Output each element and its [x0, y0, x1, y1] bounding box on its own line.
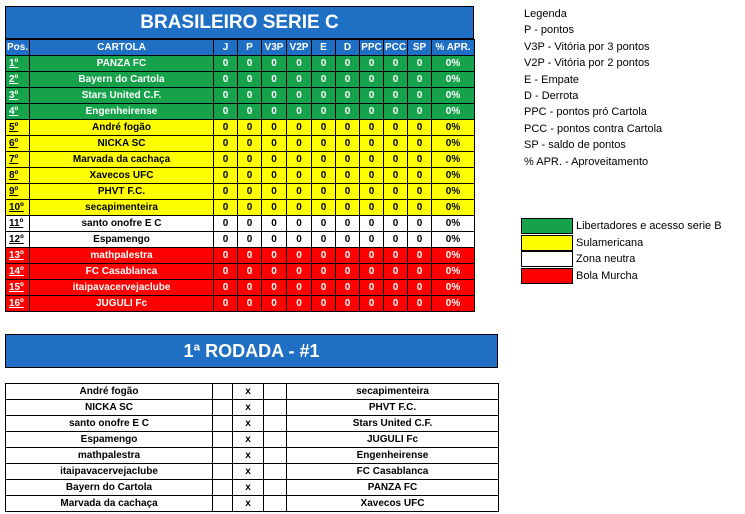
stat-cell: 0	[312, 248, 336, 264]
stat-cell: 0	[384, 216, 408, 232]
home-team-cell: santo onofre E C	[6, 416, 213, 432]
position-cell: 2º	[6, 72, 30, 88]
position-cell: 11º	[6, 216, 30, 232]
standings-table	[5, 39, 475, 312]
stat-cell: 0	[214, 280, 238, 296]
away-score-cell[interactable]	[264, 432, 287, 448]
stat-cell: 0	[238, 184, 262, 200]
stat-cell: 0	[214, 248, 238, 264]
versus-cell: x	[233, 400, 264, 416]
standings-row	[6, 248, 475, 264]
stat-cell: 0%	[432, 88, 475, 104]
standings-row	[6, 280, 475, 296]
match-row	[6, 400, 499, 416]
stat-cell: 0	[336, 88, 360, 104]
stat-cell: 0%	[432, 248, 475, 264]
versus-cell: x	[233, 480, 264, 496]
stat-cell: 0	[287, 104, 312, 120]
match-row	[6, 480, 499, 496]
stat-cell: 0	[408, 88, 432, 104]
stat-cell: 0	[360, 120, 384, 136]
stat-cell: 0%	[432, 136, 475, 152]
team-cell: NICKA SC	[30, 136, 214, 152]
home-team-cell: itaipavacervejaclube	[6, 464, 213, 480]
home-team-cell: Bayern do Cartola	[6, 480, 213, 496]
stat-cell: 0	[336, 264, 360, 280]
home-score-cell[interactable]	[213, 464, 233, 480]
stat-cell: 0	[408, 296, 432, 312]
stat-cell: 0	[408, 72, 432, 88]
stat-cell: 0	[360, 152, 384, 168]
standings-title: BRASILEIRO SERIE C	[5, 6, 474, 39]
position-cell: 9º	[6, 184, 30, 200]
stat-cell: 0	[408, 216, 432, 232]
away-team-cell: Engenheirense	[287, 448, 499, 464]
legend-item: E - Empate	[524, 73, 580, 86]
stat-cell: 0	[384, 104, 408, 120]
stat-cell: 0	[384, 136, 408, 152]
stat-cell: 0	[336, 72, 360, 88]
stat-cell: 0	[238, 56, 262, 72]
stat-cell: 0	[384, 72, 408, 88]
stat-cell: 0	[287, 120, 312, 136]
zone-label: Bola Murcha	[576, 269, 638, 282]
stat-cell: 0	[408, 280, 432, 296]
header-cell: D	[336, 40, 360, 56]
team-cell: FC Casablanca	[30, 264, 214, 280]
team-cell: PANZA FC	[30, 56, 214, 72]
stat-cell: 0	[312, 72, 336, 88]
stat-cell: 0	[336, 104, 360, 120]
stat-cell: 0	[214, 120, 238, 136]
stat-cell: 0	[360, 104, 384, 120]
stat-cell: 0	[384, 264, 408, 280]
header-cell: SP	[408, 40, 432, 56]
versus-cell: x	[233, 448, 264, 464]
stat-cell: 0	[214, 152, 238, 168]
team-cell: PHVT F.C.	[30, 184, 214, 200]
away-score-cell[interactable]	[264, 480, 287, 496]
stat-cell: 0	[384, 280, 408, 296]
position-cell: 1º	[6, 56, 30, 72]
away-team-cell: secapimenteira	[287, 384, 499, 400]
stat-cell: 0	[336, 280, 360, 296]
home-score-cell[interactable]	[213, 432, 233, 448]
stat-cell: 0	[384, 248, 408, 264]
stat-cell: 0	[312, 120, 336, 136]
versus-cell: x	[233, 496, 264, 512]
stat-cell: 0	[312, 88, 336, 104]
away-score-cell[interactable]	[264, 448, 287, 464]
legend	[524, 6, 662, 170]
stat-cell: 0	[214, 104, 238, 120]
stat-cell: 0	[238, 232, 262, 248]
standings-row	[6, 152, 475, 168]
match-row	[6, 384, 499, 400]
stat-cell: 0%	[432, 152, 475, 168]
match-row	[6, 448, 499, 464]
stat-cell: 0	[262, 88, 287, 104]
stat-cell: 0	[238, 280, 262, 296]
stat-cell: 0	[262, 56, 287, 72]
stat-cell: 0	[287, 168, 312, 184]
away-score-cell[interactable]	[264, 384, 287, 400]
standings-row	[6, 120, 475, 136]
stat-cell: 0	[312, 216, 336, 232]
stat-cell: 0	[214, 264, 238, 280]
zone-label: Zona neutra	[576, 253, 636, 265]
zone-legend	[521, 218, 722, 284]
home-score-cell[interactable]	[213, 496, 233, 512]
stat-cell: 0	[360, 136, 384, 152]
zone-row	[521, 251, 722, 267]
stat-cell: 0	[214, 184, 238, 200]
stat-cell: 0%	[432, 56, 475, 72]
stat-cell: 0	[408, 264, 432, 280]
standings-row	[6, 296, 475, 312]
away-team-cell: FC Casablanca	[287, 464, 499, 480]
stat-cell: 0	[336, 200, 360, 216]
match-row	[6, 464, 499, 480]
header-cell: % APR.	[432, 40, 475, 56]
stat-cell: 0	[384, 200, 408, 216]
stat-cell: 0	[408, 120, 432, 136]
team-cell: JUGULI Fc	[30, 296, 214, 312]
stat-cell: 0	[262, 280, 287, 296]
stat-cell: 0	[214, 216, 238, 232]
stat-cell: 0	[287, 136, 312, 152]
stat-cell: 0	[287, 296, 312, 312]
stat-cell: 0	[384, 120, 408, 136]
versus-cell: x	[233, 432, 264, 448]
stat-cell: 0	[336, 136, 360, 152]
stat-cell: 0	[214, 232, 238, 248]
stat-cell: 0	[312, 280, 336, 296]
stat-cell: 0	[360, 72, 384, 88]
header-cell: PPC	[360, 40, 384, 56]
team-cell: itaipavacervejaclube	[30, 280, 214, 296]
stat-cell: 0	[312, 232, 336, 248]
stat-cell: 0	[262, 248, 287, 264]
legend-item: P - pontos	[524, 24, 574, 37]
team-cell: Engenheirense	[30, 104, 214, 120]
away-team-cell: Xavecos UFC	[287, 496, 499, 512]
standings-row	[6, 136, 475, 152]
team-cell: André fogão	[30, 120, 214, 136]
zone-swatch	[521, 251, 573, 267]
away-team-cell: PANZA FC	[287, 480, 499, 496]
home-score-cell[interactable]	[213, 384, 233, 400]
home-score-cell[interactable]	[213, 400, 233, 416]
position-cell: 5º	[6, 120, 30, 136]
header-cell: V2P	[287, 40, 312, 56]
stat-cell: 0	[360, 248, 384, 264]
stat-cell: 0	[360, 200, 384, 216]
stat-cell: 0	[287, 248, 312, 264]
stat-cell: 0	[238, 136, 262, 152]
standings-row	[6, 232, 475, 248]
stat-cell: 0%	[432, 168, 475, 184]
away-team-cell: Stars United C.F.	[287, 416, 499, 432]
stat-cell: 0	[360, 184, 384, 200]
zone-swatch	[521, 235, 573, 251]
header-cell: P	[238, 40, 262, 56]
legend-item: D - Derrota	[524, 90, 579, 103]
matches-table	[5, 383, 499, 512]
stat-cell: 0	[384, 168, 408, 184]
standings-row	[6, 184, 475, 200]
round-title: 1ª RODADA - #1	[5, 334, 498, 368]
stat-cell: 0%	[432, 200, 475, 216]
stat-cell: 0	[214, 88, 238, 104]
stat-cell: 0	[262, 168, 287, 184]
position-cell: 10º	[6, 200, 30, 216]
legend-item: % APR. - Aproveitamento	[524, 155, 649, 168]
stat-cell: 0	[287, 232, 312, 248]
stat-cell: 0	[360, 296, 384, 312]
stat-cell: 0	[214, 136, 238, 152]
stat-cell: 0	[384, 296, 408, 312]
stat-cell: 0	[262, 72, 287, 88]
stat-cell: 0	[262, 152, 287, 168]
header-cell: PCC	[384, 40, 408, 56]
zone-row	[521, 235, 722, 251]
stat-cell: 0%	[432, 120, 475, 136]
stat-cell: 0%	[432, 296, 475, 312]
stat-cell: 0	[408, 104, 432, 120]
stat-cell: 0	[408, 168, 432, 184]
stat-cell: 0	[238, 72, 262, 88]
stat-cell: 0	[384, 56, 408, 72]
stat-cell: 0	[360, 56, 384, 72]
stat-cell: 0	[214, 296, 238, 312]
stat-cell: 0	[262, 120, 287, 136]
stat-cell: 0	[238, 168, 262, 184]
standings-row	[6, 264, 475, 280]
standings-row	[6, 216, 475, 232]
standings-row	[6, 72, 475, 88]
stat-cell: 0	[384, 184, 408, 200]
stat-cell: 0	[408, 184, 432, 200]
header-cell: J	[214, 40, 238, 56]
position-cell: 4º	[6, 104, 30, 120]
position-cell: 13º	[6, 248, 30, 264]
standings-row	[6, 104, 475, 120]
stat-cell: 0	[238, 264, 262, 280]
team-cell: Marvada da cachaça	[30, 152, 214, 168]
header-cell: V3P	[262, 40, 287, 56]
position-cell: 8º	[6, 168, 30, 184]
header-cell: E	[312, 40, 336, 56]
stat-cell: 0	[312, 136, 336, 152]
stat-cell: 0	[408, 152, 432, 168]
stat-cell: 0	[262, 200, 287, 216]
stat-cell: 0	[262, 216, 287, 232]
stat-cell: 0%	[432, 264, 475, 280]
stat-cell: 0	[214, 200, 238, 216]
stat-cell: 0	[336, 248, 360, 264]
team-cell: Bayern do Cartola	[30, 72, 214, 88]
stat-cell: 0	[287, 264, 312, 280]
position-cell: 15º	[6, 280, 30, 296]
away-score-cell[interactable]	[264, 416, 287, 432]
standings-row	[6, 56, 475, 72]
stat-cell: 0	[287, 200, 312, 216]
stat-cell: 0	[408, 56, 432, 72]
stat-cell: 0	[336, 232, 360, 248]
legend-item: SP - saldo de pontos	[524, 139, 626, 152]
stat-cell: 0	[262, 136, 287, 152]
stat-cell: 0	[287, 152, 312, 168]
header-cell: CARTOLA	[30, 40, 214, 56]
stat-cell: 0	[336, 168, 360, 184]
stat-cell: 0	[336, 184, 360, 200]
versus-cell: x	[233, 416, 264, 432]
home-team-cell: Espamengo	[6, 432, 213, 448]
stat-cell: 0	[408, 248, 432, 264]
stat-cell: 0	[238, 120, 262, 136]
stat-cell: 0	[408, 200, 432, 216]
stat-cell: 0	[360, 216, 384, 232]
stat-cell: 0	[360, 264, 384, 280]
zone-swatch	[521, 218, 573, 234]
stat-cell: 0	[238, 296, 262, 312]
stat-cell: 0%	[432, 184, 475, 200]
stat-cell: 0	[408, 136, 432, 152]
home-team-cell: mathpalestra	[6, 448, 213, 464]
home-score-cell[interactable]	[213, 448, 233, 464]
position-cell: 7º	[6, 152, 30, 168]
zone-row	[521, 268, 722, 284]
stat-cell: 0	[262, 264, 287, 280]
stat-cell: 0	[262, 232, 287, 248]
home-score-cell[interactable]	[213, 416, 233, 432]
stat-cell: 0	[312, 152, 336, 168]
position-cell: 14º	[6, 264, 30, 280]
stat-cell: 0	[360, 88, 384, 104]
stat-cell: 0	[408, 232, 432, 248]
zone-row	[521, 218, 722, 234]
match-row	[6, 432, 499, 448]
stat-cell: 0	[360, 280, 384, 296]
stat-cell: 0	[262, 104, 287, 120]
legend-title: Legenda	[524, 8, 567, 20]
team-cell: Espamengo	[30, 232, 214, 248]
stat-cell: 0	[312, 184, 336, 200]
header-cell: Pos.	[6, 40, 30, 56]
legend-item: V2P - Vitória por 2 pontos	[524, 57, 650, 70]
stat-cell: 0	[238, 88, 262, 104]
stat-cell: 0	[336, 216, 360, 232]
stat-cell: 0	[360, 168, 384, 184]
stat-cell: 0	[360, 232, 384, 248]
stat-cell: 0	[238, 104, 262, 120]
position-cell: 12º	[6, 232, 30, 248]
stat-cell: 0%	[432, 216, 475, 232]
standings-row	[6, 168, 475, 184]
stat-cell: 0%	[432, 280, 475, 296]
stat-cell: 0	[287, 88, 312, 104]
stat-cell: 0	[262, 184, 287, 200]
home-team-cell: André fogão	[6, 384, 213, 400]
stat-cell: 0	[312, 200, 336, 216]
team-cell: mathpalestra	[30, 248, 214, 264]
stat-cell: 0	[238, 200, 262, 216]
zone-label: Sulamericana	[576, 236, 644, 249]
position-cell: 6º	[6, 136, 30, 152]
stat-cell: 0	[336, 152, 360, 168]
home-team-cell: Marvada da cachaça	[6, 496, 213, 512]
stat-cell: 0	[287, 216, 312, 232]
team-cell: santo onofre E C	[30, 216, 214, 232]
legend-item: V3P - Vitória por 3 pontos	[524, 40, 650, 53]
standings-row	[6, 200, 475, 216]
away-score-cell[interactable]	[264, 496, 287, 512]
versus-cell: x	[233, 384, 264, 400]
team-cell: Stars United C.F.	[30, 88, 214, 104]
stat-cell: 0	[312, 296, 336, 312]
zone-swatch	[521, 268, 573, 284]
stat-cell: 0	[312, 168, 336, 184]
standings-header-row	[6, 40, 475, 56]
stat-cell: 0	[312, 56, 336, 72]
standings-row	[6, 88, 475, 104]
team-cell: Xavecos UFC	[30, 168, 214, 184]
stat-cell: 0%	[432, 72, 475, 88]
stat-cell: 0	[384, 232, 408, 248]
stat-cell: 0	[238, 216, 262, 232]
position-cell: 16º	[6, 296, 30, 312]
away-team-cell: JUGULI Fc	[287, 432, 499, 448]
stat-cell: 0%	[432, 232, 475, 248]
match-row	[6, 416, 499, 432]
stat-cell: 0	[336, 56, 360, 72]
stat-cell: 0	[287, 280, 312, 296]
away-score-cell[interactable]	[264, 464, 287, 480]
stat-cell: 0	[312, 104, 336, 120]
legend-item: PCC - pontos contra Cartola	[524, 122, 663, 135]
stat-cell: 0%	[432, 104, 475, 120]
stat-cell: 0	[312, 264, 336, 280]
away-team-cell: PHVT F.C.	[287, 400, 499, 416]
stat-cell: 0	[287, 56, 312, 72]
stat-cell: 0	[262, 296, 287, 312]
stat-cell: 0	[336, 296, 360, 312]
home-team-cell: NICKA SC	[6, 400, 213, 416]
stat-cell: 0	[214, 56, 238, 72]
match-row	[6, 496, 499, 512]
home-score-cell[interactable]	[213, 480, 233, 496]
stat-cell: 0	[384, 152, 408, 168]
zone-label: Libertadores e acesso serie B	[576, 220, 722, 232]
stat-cell: 0	[214, 168, 238, 184]
stat-cell: 0	[238, 248, 262, 264]
versus-cell: x	[233, 464, 264, 480]
stat-cell: 0	[287, 184, 312, 200]
position-cell: 3º	[6, 88, 30, 104]
legend-item: PPC - pontos pró Cartola	[524, 106, 647, 119]
stat-cell: 0	[238, 152, 262, 168]
team-cell: secapimenteira	[30, 200, 214, 216]
stat-cell: 0	[384, 88, 408, 104]
stat-cell: 0	[287, 72, 312, 88]
stat-cell: 0	[214, 72, 238, 88]
stat-cell: 0	[336, 120, 360, 136]
away-score-cell[interactable]	[264, 400, 287, 416]
